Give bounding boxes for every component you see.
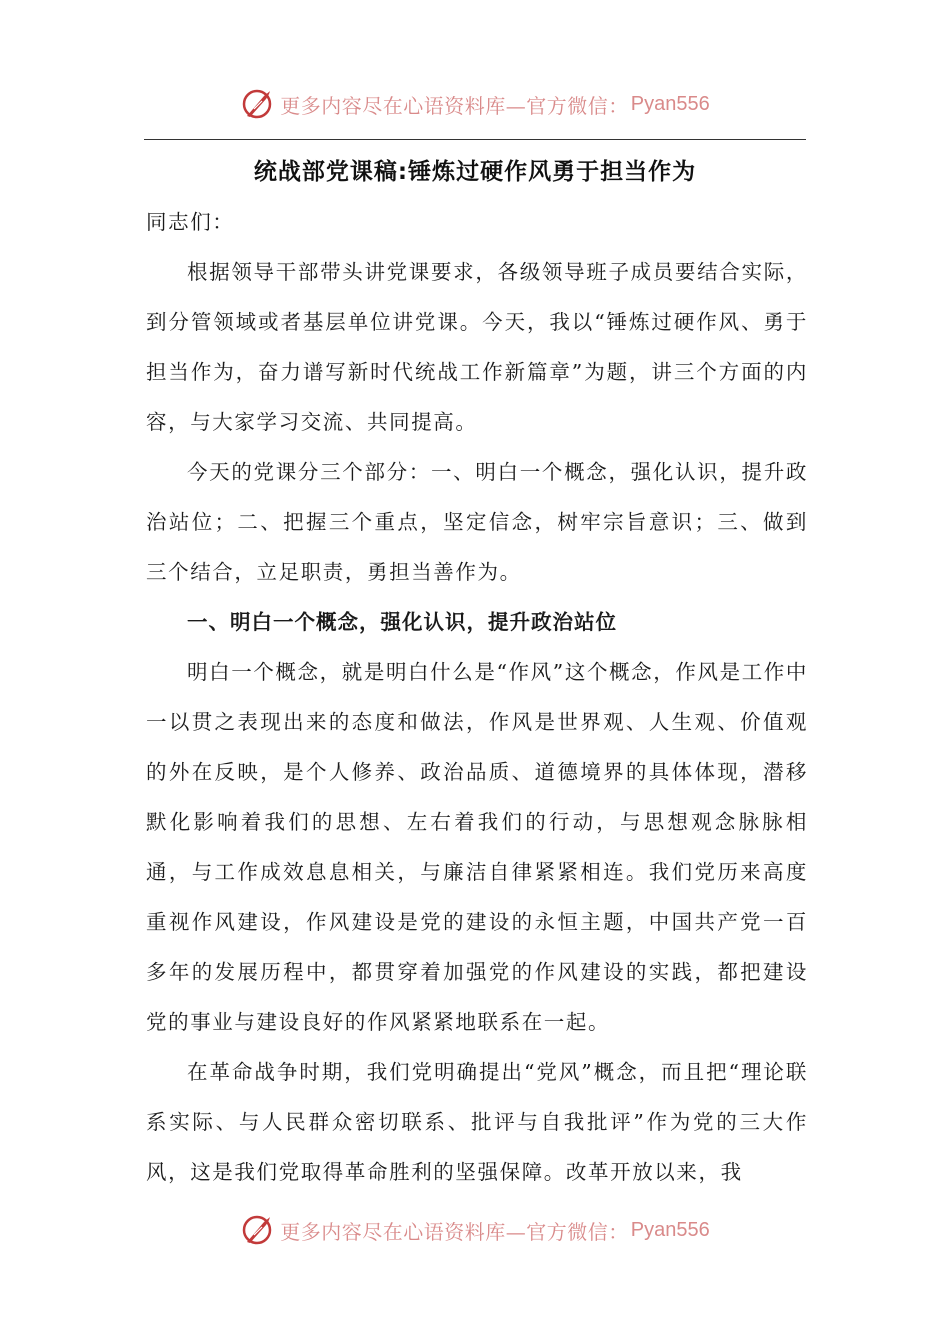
quill-pen-logo-icon (240, 1213, 274, 1247)
watermark-text: 更多内容尽在心语资料库—官方微信： (280, 1219, 629, 1244)
header-watermark (0, 84, 950, 124)
section-heading: 一、明白一个概念，强化认识，提升政治站位 (187, 610, 617, 634)
salutation: 同志们： (146, 210, 235, 234)
watermark-wechat-id: Pyan556 (630, 92, 710, 115)
section-paragraph: 明白一个概念，就是明白什么是“作风”这个概念，作风是工作中一以贯之表现出来的态度和做法，作风是世界观、人生观、价值观的外在反映，是个人修养、政治品质、道德境界的具体体现，潜移默化影响着我们的思想、左右着我们的行动，与思想观念脉脉相通，与工作成效息息相关，与廉洁自律紧紧相连。我们党历来高度重视作风建设，作风建设是党的建设的永恒主题，中国共产党一百多年的发展历程中，都贯穿着加强党的作风建设的实践，都把建设党的事业与建设良好的作风紧紧地联系在一起。 (146, 660, 808, 1034)
document-title: 统战部党课稿:锤炼过硬作风勇于担当作为 (253, 159, 697, 185)
outline-paragraph: 今天的党课分三个部分：一、明白一个概念，强化认识，提升政治站位；二、把握三个重点，坚定信念，树牢宗旨意识；三、做到三个结合，立足职责，勇担当善作为。 (146, 460, 808, 584)
intro-paragraph: 根据领导干部带头讲党课要求，各级领导班子成员要结合实际，到分管领域或者基层单位讲党课。今天，我以“锤炼过硬作风、勇于担当作为，奋力谱写新时代统战工作新篇章”为题，讲三个方面的内容，与大家学习交流、共同提高。 (146, 260, 808, 434)
watermark-wechat-id: Pyan556 (630, 1218, 710, 1241)
footer-watermark (0, 1210, 950, 1250)
section-paragraph: 在革命战争时期，我们党明确提出“党风”概念，而且把“理论联系实际、与人民群众密切联系、批评与自我批评”作为党的三大作风，这是我们党取得革命胜利的坚强保障。改革开放以来，我 (146, 1060, 808, 1184)
header-divider (144, 139, 806, 140)
quill-pen-logo-icon (240, 87, 274, 121)
document-body (146, 197, 808, 1197)
watermark-text: 更多内容尽在心语资料库—官方微信： (280, 93, 629, 118)
